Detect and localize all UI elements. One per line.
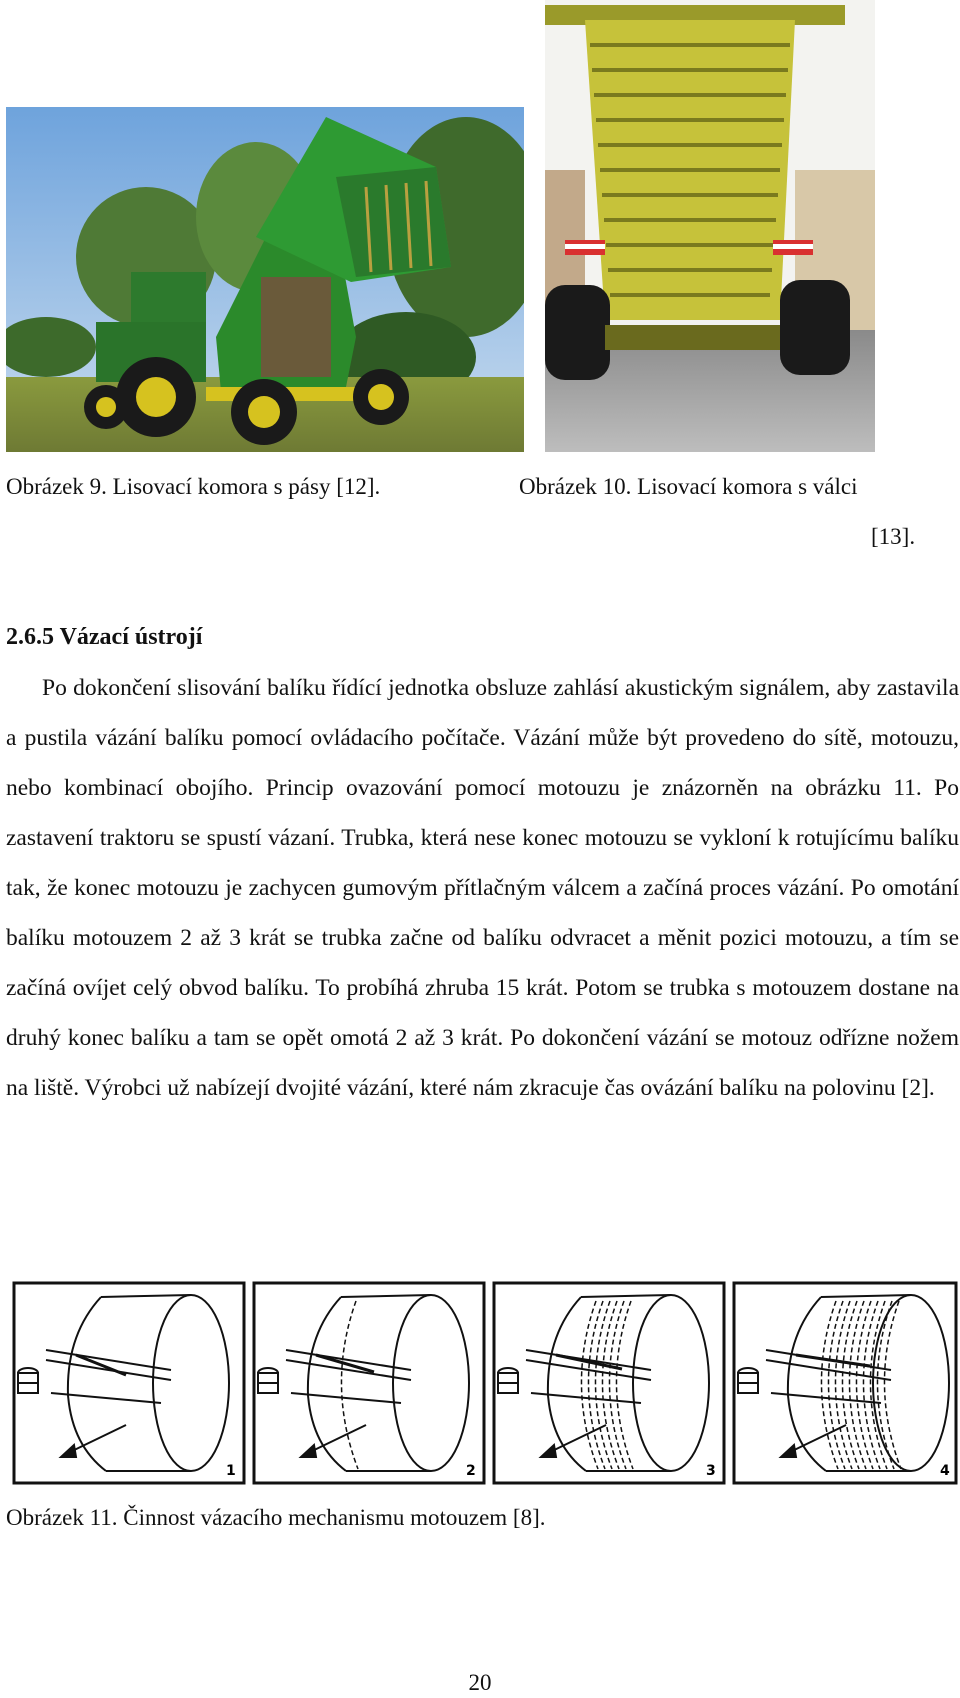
figure-11-caption: Obrázek 11. Činnost vázacího mechanismu motouzem [8]. bbox=[6, 1505, 546, 1530]
page-number: 20 bbox=[468, 1670, 492, 1695]
diagram-panel-4 bbox=[738, 1295, 949, 1471]
figure-9-caption: Obrázek 9. Lisovací komora s pásy [12]. bbox=[6, 474, 381, 499]
diagram-panel-2 bbox=[258, 1295, 469, 1471]
figure-10-caption: Obrázek 10. Lisovací komora s válci bbox=[519, 474, 858, 499]
roller-baler-photo bbox=[545, 0, 875, 452]
panel-number-2: 2 bbox=[466, 1463, 476, 1479]
belt-baler-photo bbox=[6, 107, 524, 452]
figure-10-caption-continuation: [13]. bbox=[871, 524, 916, 549]
section-paragraph: Po dokončení slisování balíku řídící jednotka obsluze zahlásí akustickým signálem, aby zastavila a pustila vázání balíku pomocí ovládacího počítače. Vázání může být provedeno do sítě, motouzu, nebo kombinací obojího. Princip ovazování pomocí motouzu je znázorněn na obrázku 11. Po zastavení traktoru se spustí vázaní. Trubka, která nese konec motouzu se vykloní k rotujícímu balíku tak, že konec motouzu je zachycen gumovým přítlačným válcem a začíná proces vázání. Po omotání balíku motouzem 2 až 3 krát se trubka začne od balíku odvracet a měnit pozici motouzu, a tím se začíná ovíjet celý obvod balíku. To probíhá zhruba 15 krát. Potom se trubka s motouzem dostane na druhý konec balíku a tam se opět omotá 2 až 3 krát. Po dokončení vázání se motouz odřízne nožem na liště. Výrobci už nabízejí dvojité vázání, které nám zkracuje čas ovázání balíku na polovinu [2]. bbox=[6, 675, 959, 1101]
section-heading: 2.6.5 Vázací ústrojí bbox=[6, 624, 203, 650]
diagram-panel-1 bbox=[18, 1295, 229, 1471]
twine-tying-diagram bbox=[6, 1275, 959, 1491]
diagram-panel-3 bbox=[498, 1295, 709, 1471]
panel-number-3: 3 bbox=[706, 1463, 716, 1479]
panel-number-4: 4 bbox=[940, 1463, 950, 1479]
panel-number-1: 1 bbox=[226, 1463, 236, 1479]
